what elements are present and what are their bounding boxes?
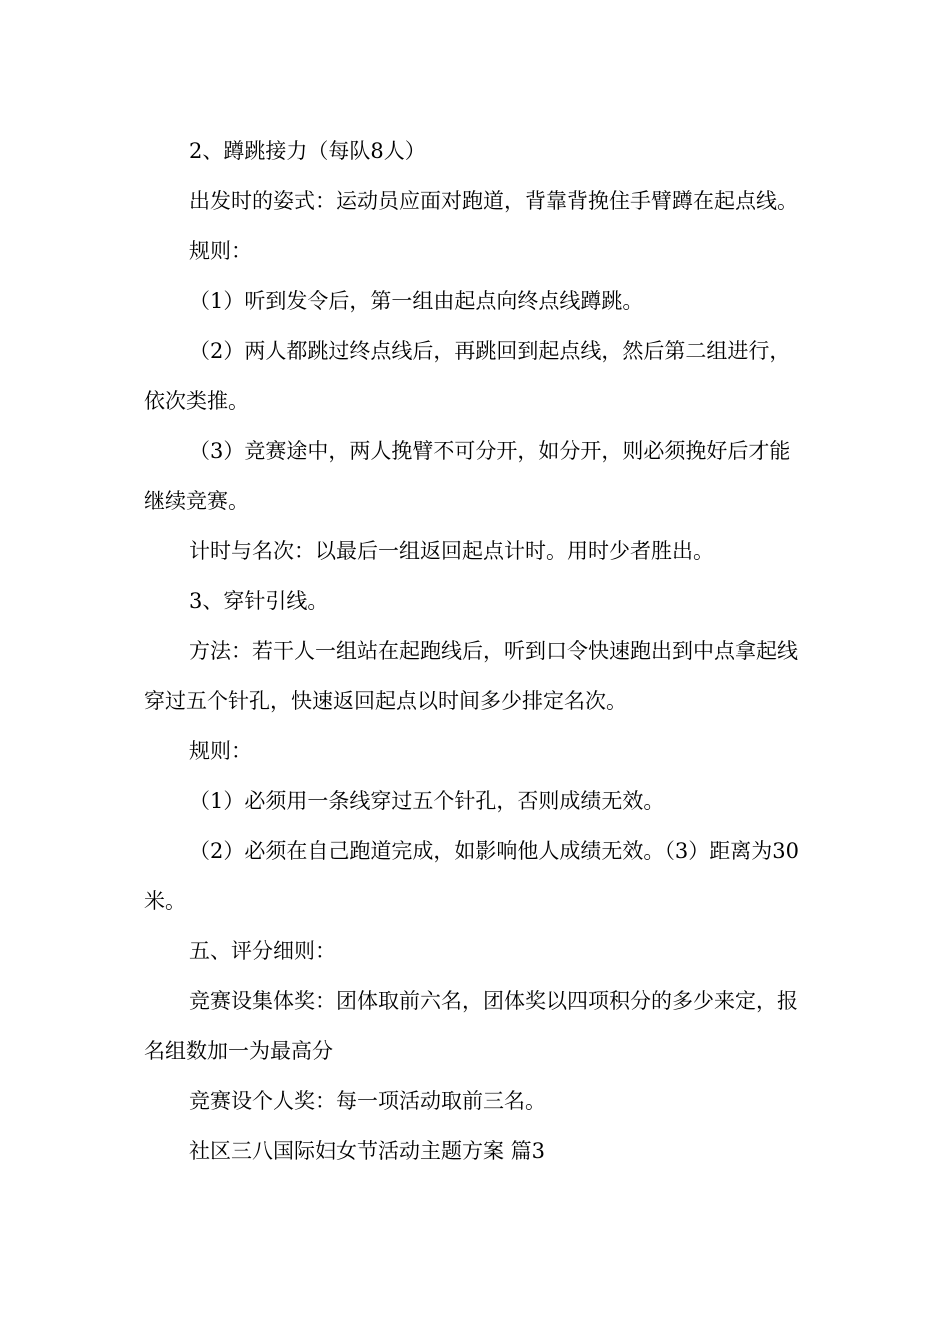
heading-squat-jump-relay: 2、蹲跳接力（每队8人）: [189, 139, 426, 163]
heading-scoring-rules: 五、评分细则：: [189, 939, 336, 963]
rules-label: 规则：: [189, 739, 252, 763]
rule-item: （1）必须用一条线穿过五个针孔，否则成绩无效。: [189, 789, 665, 813]
paragraph-team-award: 竞赛设集体奖：团体取前六名，团体奖以四项积分的多少来定，报名组数加一为最高分: [144, 989, 798, 1063]
rule-item: （3）竞赛途中，两人挽臂不可分开，如分开，则必须挽好后才能继续竞赛。: [144, 439, 791, 513]
rule-item: （1）听到发令后，第一组由起点向终点线蹲跳。: [189, 289, 644, 313]
heading-threading-needle: 3、穿针引线。: [189, 589, 329, 613]
paragraph-timing: 计时与名次：以最后一组返回起点计时。用时少者胜出。: [189, 539, 714, 563]
rules-label: 规则：: [189, 239, 252, 263]
document-body: [144, 126, 806, 1176]
paragraph-start-posture: 出发时的姿式：运动员应面对跑道，背靠背挽住手臂蹲在起点线。: [189, 189, 798, 213]
rule-item: （2）必须在自己跑道完成，如影响他人成绩无效。（3）距离为30米。: [144, 839, 799, 913]
paragraph-method: 方法：若干人一组站在起跑线后，听到口令快速跑出到中点拿起线穿过五个针孔，快速返回起点以时间多少排定名次。: [144, 639, 798, 713]
paragraph-individual-award: 竞赛设个人奖：每一项活动取前三名。: [189, 1089, 546, 1113]
section-title: 社区三八国际妇女节活动主题方案 篇3: [189, 1139, 546, 1163]
rule-item: （2）两人都跳过终点线后，再跳回到起点线，然后第二组进行，依次类推。: [144, 339, 791, 413]
